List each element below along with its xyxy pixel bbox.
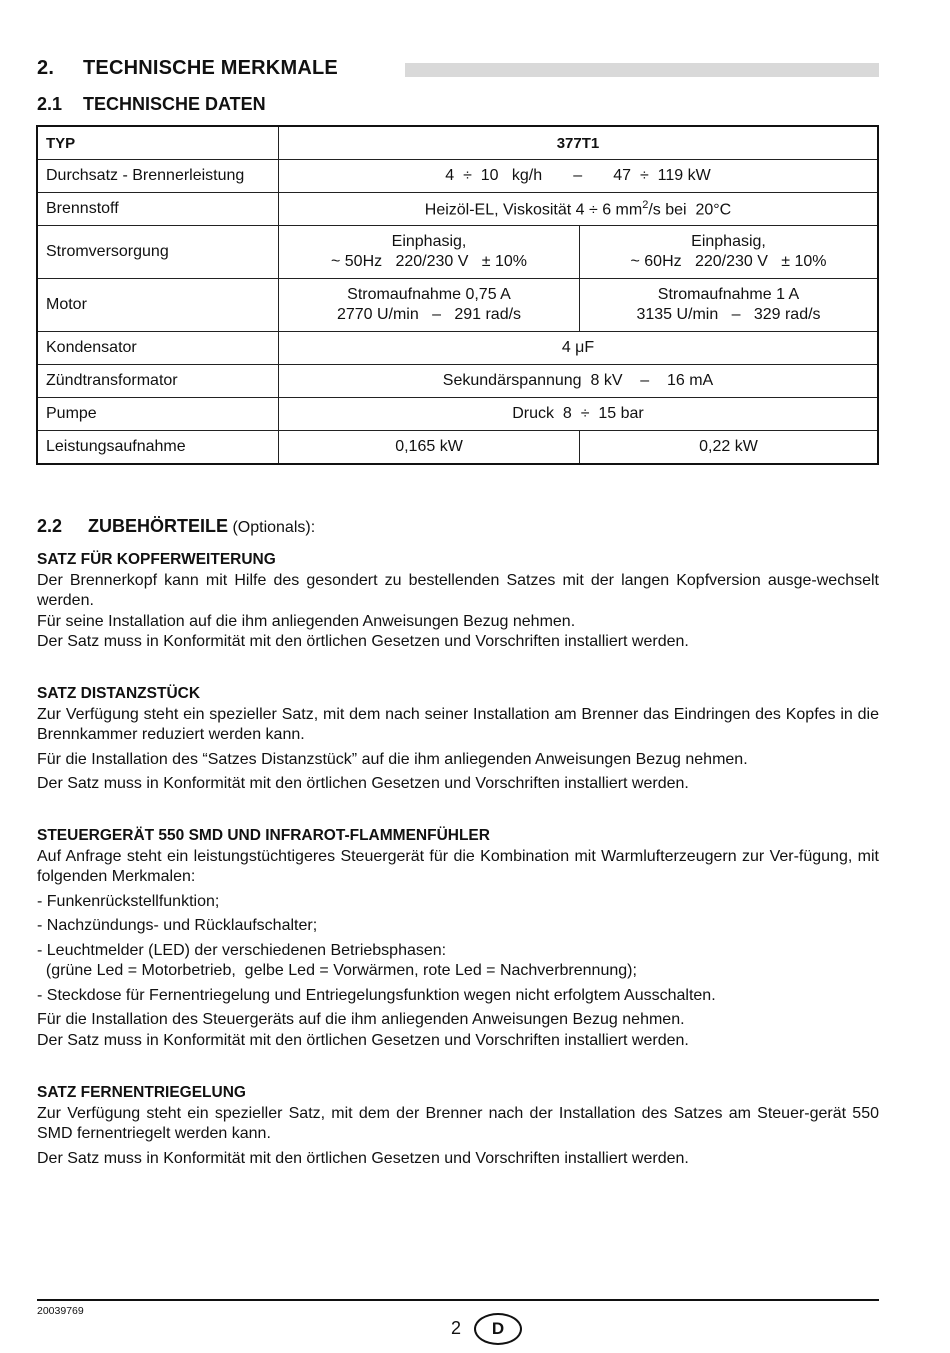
list-item: - Funkenrückstellfunktion; xyxy=(37,892,220,910)
subsection-number: 2.1 xyxy=(37,94,63,114)
paragraph: Der Satz muss in Konformität mit den örtlichen Gesetzen und Vorschriften installiert werden. xyxy=(37,775,689,792)
kit-head-extension xyxy=(37,550,879,653)
paragraph: Für seine Installation auf die ihm anliegenden Anweisungen Bezug nehmen. xyxy=(37,612,576,630)
cell-line: Stromaufnahme 0,75 A xyxy=(347,286,511,303)
cell-value xyxy=(279,193,879,226)
cell-line: Einphasig, xyxy=(391,233,467,250)
row-label: TYP xyxy=(37,126,279,160)
paragraph: Der Satz muss in Konformität mit den örtlichen Gesetzen und Vorschriften installiert werden. xyxy=(37,1031,689,1049)
cell-line: 2770 U/min – 291 rad/s xyxy=(336,306,522,323)
paragraph: Zur Verfügung steht ein spezieller Satz, mit dem der Brenner nach der Installation des Satzes am Steuer-gerät 550 SMD fernentriegelt werden kann. xyxy=(37,1104,879,1142)
list-item: - Leuchtmelder (LED) der verschiedenen Betriebsphasen: xyxy=(37,941,447,959)
table-row xyxy=(37,431,878,465)
section-number: 2. xyxy=(37,57,55,79)
paragraph: Für die Installation des Steuergeräts auf die ihm anliegenden Anweisungen Bezug nehmen. xyxy=(37,1011,685,1028)
cell-value: Sekundärspannung 8 kV – 16 mA xyxy=(279,365,879,398)
row-label: Motor xyxy=(37,279,279,332)
accessories-heading xyxy=(37,516,879,539)
cell-value: Druck 8 ÷ 15 bar xyxy=(279,398,879,431)
cell-value: 4 μF xyxy=(279,332,879,365)
fuel-text-post: /s bei 20°C xyxy=(648,201,732,219)
table-row xyxy=(37,193,878,226)
cell-value: 4 ÷ 10 kg/h – 47 ÷ 119 kW xyxy=(279,160,879,193)
remote-reset-section xyxy=(37,1083,879,1169)
fuel-superscript: 2 xyxy=(642,198,649,211)
cell-value xyxy=(580,226,879,279)
kit-title: STEUERGERÄT 550 SMD UND INFRAROT-FLAMMENFÜHLER xyxy=(37,827,490,844)
list-item: - Nachzündungs- und Rücklaufschalter; xyxy=(37,917,318,934)
row-label: Brennstoff xyxy=(37,193,279,226)
table-row xyxy=(37,365,878,398)
cell-value xyxy=(279,226,580,279)
table-row xyxy=(37,226,878,279)
type-value: 377T1 xyxy=(279,126,879,160)
cell-line: ~ 50Hz 220/230 V ± 10% xyxy=(330,253,527,270)
cell-line: Stromaufnahme 1 A xyxy=(657,286,800,303)
table-row xyxy=(37,160,878,193)
footer-rule xyxy=(37,1299,879,1301)
row-label: Pumpe xyxy=(37,398,279,431)
cell-value: 0,165 kW xyxy=(279,431,580,465)
cell-value xyxy=(580,279,879,332)
paragraph: Für die Installation des “Satzes Distanzstück” auf die ihm anliegenden Anweisungen Bezug nehmen. xyxy=(37,750,748,768)
table-row xyxy=(37,332,878,365)
paragraph: Zur Verfügung steht ein spezieller Satz, mit dem nach seiner Installation am Brenner das Eindringen des Kopfes in die Brennkammer reduziert werden kann. xyxy=(37,705,879,743)
row-label: Zündtransformator xyxy=(37,365,279,398)
list-item: (grüne Led = Motorbetrieb, gelbe Led = Vorwärmen, rote Led = Nachverbrennung); xyxy=(37,962,637,979)
fuel-text: Heizöl-EL, Viskosität 4 ÷ 6 mm xyxy=(424,201,643,219)
cell-value: 0,22 kW xyxy=(580,431,879,465)
paragraph: Auf Anfrage steht ein leistungstüchtigeres Steuergerät für die Kombination mit Warmlufterzeugern zur Ver-fügung, mit folgenden Merkmalen: xyxy=(37,847,879,885)
table-row xyxy=(37,398,878,431)
row-label: Leistungsaufnahme xyxy=(37,431,279,465)
cell-line: ~ 60Hz 220/230 V ± 10% xyxy=(630,253,827,270)
subsection-title: TECHNISCHE DATEN xyxy=(83,94,266,114)
control-box-section xyxy=(37,826,879,1051)
table-row xyxy=(37,279,878,332)
language-badge: D xyxy=(474,1313,522,1345)
heading-bar xyxy=(405,63,879,77)
paragraph: Der Satz muss in Konformität mit den örtlichen Gesetzen und Vorschriften installiert werden. xyxy=(37,1149,689,1167)
row-label: Stromversorgung xyxy=(37,226,279,279)
table-row xyxy=(37,126,878,160)
row-label: Kondensator xyxy=(37,332,279,365)
section-heading xyxy=(37,57,338,80)
kit-title: SATZ FERNENTRIEGELUNG xyxy=(37,1084,246,1101)
kit-title: SATZ DISTANZSTÜCK xyxy=(37,685,201,702)
cell-line: 3135 U/min – 329 rad/s xyxy=(636,306,821,323)
page-number: 2 xyxy=(451,1318,462,1338)
subsection-heading xyxy=(37,94,266,115)
cell-line: Einphasig, xyxy=(691,233,766,250)
optionals-label: (Optionals): xyxy=(228,519,316,536)
document-number: 20039769 xyxy=(37,1305,84,1317)
technical-data-table xyxy=(36,125,879,465)
paragraph: Der Satz muss in Konformität mit den örtlichen Gesetzen und Vorschriften installiert werden. xyxy=(37,633,689,650)
section-title: TECHNISCHE MERKMALE xyxy=(83,57,338,79)
row-label: Durchsatz - Brennerleistung xyxy=(37,160,279,193)
cell-value xyxy=(279,279,580,332)
subsection-number: 2.2 xyxy=(37,516,63,536)
kit-title: SATZ FÜR KOPFERWEITERUNG xyxy=(37,551,276,568)
list-item: - Steckdose für Fernentriegelung und Entriegelungsfunktion wegen nicht erfolgtem Ausschalten. xyxy=(37,986,716,1004)
subsection-title: ZUBEHÖRTEILE xyxy=(88,516,229,536)
kit-spacer xyxy=(37,684,879,795)
paragraph: Der Brennerkopf kann mit Hilfe des gesondert zu bestellenden Satzes mit der langen Kopfversion ausge-wechselt werden. xyxy=(37,571,879,609)
